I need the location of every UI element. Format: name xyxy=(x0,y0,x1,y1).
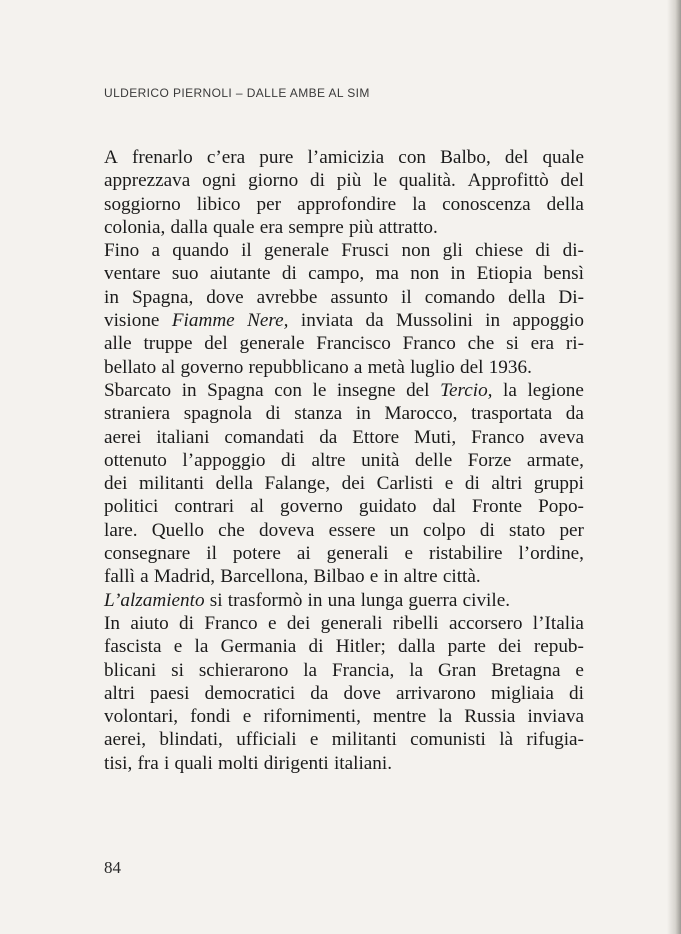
page-number: 84 xyxy=(104,858,121,877)
text-line: ottenuto l’appoggio di altre unità delle Forze armate, xyxy=(104,449,584,471)
text-line: Fino a quando il generale Frusci non gli chiese di di- xyxy=(104,240,584,262)
text-line: lare. Quello che doveva essere un colpo di stato per xyxy=(104,519,584,541)
running-header: ULDERICO PIERNOLI – DALLE AMBE AL SIM xyxy=(104,86,370,100)
text-line: altri paesi democratici da dove arrivarono migliaia di xyxy=(104,682,584,704)
page-gutter-shadow xyxy=(667,0,681,934)
text-line: apprezzava ogni giorno di più le qualità. Approfittò del xyxy=(104,170,584,192)
body-text xyxy=(104,146,584,775)
text-line: fallì a Madrid, Barcellona, Bilbao e in altre città. xyxy=(104,566,481,588)
text-line: bellato al governo repubblicano a metà luglio del 1936. xyxy=(104,356,532,378)
text-line: L’alzamiento si trasformò in una lunga guerra civile. xyxy=(104,589,511,611)
text-line: colonia, dalla quale era sempre più attratto. xyxy=(104,216,438,238)
text-line: politici contrari al governo guidato dal Fronte Popo- xyxy=(104,496,584,518)
text-line: visione Fiamme Nere, inviata da Mussolini in appoggio xyxy=(104,310,584,332)
text-line: soggiorno libico per approfondire la conoscenza della xyxy=(104,193,584,215)
text-line: blicani si schierarono la Francia, la Gran Bretagna e xyxy=(104,659,584,681)
text-line: Sbarcato in Spagna con le insegne del Tercio, la legione xyxy=(104,379,584,401)
text-line: volontari, fondi e rifornimenti, mentre la Russia inviava xyxy=(104,706,584,728)
text-line: dei militanti della Falange, dei Carlisti e di altri gruppi xyxy=(104,473,584,495)
text-line: fascista e la Germania di Hitler; dalla parte dei repub- xyxy=(104,636,584,658)
text-line: straniera spagnola di stanza in Marocco, trasportata da xyxy=(104,403,584,425)
text-line: alle truppe del generale Francisco Franco che si era ri- xyxy=(104,333,584,355)
text-line: A frenarlo c’era pure l’amicizia con Balbo, del quale xyxy=(104,147,584,168)
text-line: consegnare il potere ai generali e ristabilire l’ordine, xyxy=(104,543,584,565)
text-line: in Spagna, dove avrebbe assunto il comando della Di- xyxy=(104,286,584,308)
text-line: aerei italiani comandati da Ettore Muti, Franco aveva xyxy=(104,426,584,448)
text-line: aerei, blindati, ufficiali e militanti comunisti là rifugia- xyxy=(104,729,584,751)
text-line: ventare suo aiutante di campo, ma non in Etiopia bensì xyxy=(104,263,584,285)
text-line: In aiuto di Franco e dei generali ribelli accorsero l’Italia xyxy=(104,612,584,634)
text-line: tisi, fra i quali molti dirigenti italiani. xyxy=(104,752,393,774)
